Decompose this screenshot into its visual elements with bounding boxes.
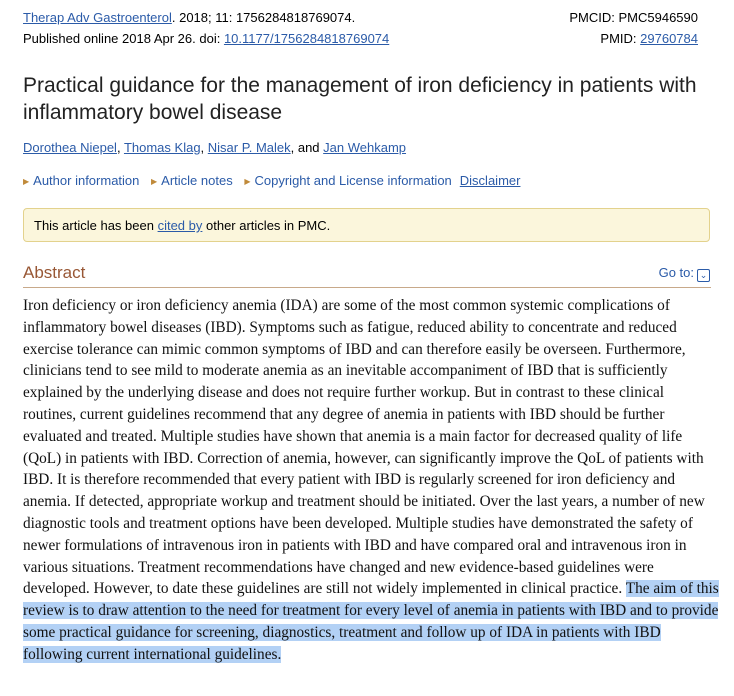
cited-by-notice [23, 208, 710, 242]
author-separator: , [116, 140, 124, 155]
published-line [23, 30, 389, 48]
author-link[interactable]: Jan Wehkamp [323, 140, 407, 155]
author-separator: , [200, 140, 208, 155]
chevron-down-icon: ⌄ [697, 269, 710, 282]
triangle-right-icon: ▶ [23, 177, 30, 186]
article-meta-links [23, 172, 520, 191]
goto-label: Go to: [658, 265, 694, 280]
author-information-toggle[interactable] [23, 173, 139, 188]
pmcid [569, 9, 698, 27]
abstract-text-plain: Iron deficiency or iron deficiency anemia (IDA) are some of the most common systemic complications of inflammatory bowel diseases (IBD). Symptoms such as fatigue, reduced ability to concentrate and reduced exercise tolerance can mimic common symptoms of IBD and can therefore easily be overseen. Furthermore, clinicians tend to see mild to moderate anemia as an inevitable accompaniment of IBD that is sufficiently explained by the underlying disease and does not require further workup. But in contrast to these clinical routines, current guidelines recommend that any degree of anemia in patients with IBD should be further evaluated and treated. Multiple studies have shown that anemia is a main factor for decreased quality of life (QoL) in patients with IBD. Correction of anemia, however, can significantly improve the QoL of patients with IBD. It is therefore recommended that every patient with IBD is regularly screened for iron deficiency and anemia. If detected, appropriate workup and treatment should be initiated. Over the last years, a number of new diagnostic tools and treatment options have been developed. Multiple studies have demonstrated the safety of newer formulations of intravenous iron in patients with IBD and have compared oral and intravenous iron in various situations. Treatment recommendations have changed and new evidence-based guidelines were developed. However, to date these guidelines are still not widely implemented in clinical practice. [23, 297, 705, 598]
published-prefix: Published online 2018 Apr 26. doi: [23, 31, 224, 46]
copyright-toggle[interactable] [244, 173, 451, 188]
citation-line [23, 9, 355, 27]
abstract-text-selected: The aim of this review is to draw attention to the need for treatment for every level of anemia in patients with IBD and to provide some practical guidance for screening, diagnostics, treatment and follow up of IDA in patients with IBD following current international guidelines. [23, 580, 719, 663]
notice-prefix: This article has been [34, 218, 158, 233]
triangle-right-icon: ▶ [151, 177, 158, 186]
pmcid-label: PMCID: [569, 10, 619, 25]
author-separator: , and [290, 140, 324, 155]
author-information-label: Author information [33, 173, 140, 188]
abstract-text [23, 295, 719, 666]
abstract-heading: Abstract [23, 263, 86, 282]
pmid-link[interactable]: 29760784 [640, 31, 698, 46]
pmid-label: PMID: [600, 31, 641, 46]
pmcid-value: PMC5946590 [618, 10, 698, 25]
goto-menu[interactable] [659, 264, 710, 282]
authors-list [23, 139, 406, 157]
copyright-label: Copyright and License information [254, 173, 452, 188]
cited-by-link[interactable]: cited by [157, 218, 203, 233]
author-link[interactable]: Dorothea Niepel [23, 140, 117, 155]
author-link[interactable]: Nisar P. Malek [207, 140, 291, 155]
article-notes-label: Article notes [161, 173, 233, 188]
doi-link[interactable]: 10.1177/1756284818769074 [223, 31, 390, 46]
article-notes-toggle[interactable] [151, 173, 233, 188]
journal-link[interactable]: Therap Adv Gastroenterol [23, 10, 172, 25]
article-title: Practical guidance for the management of iron deficiency in patients with inflammatory bowel disease [23, 74, 697, 124]
abstract-divider [23, 287, 711, 288]
triangle-right-icon: ▶ [244, 177, 251, 186]
disclaimer-link[interactable]: Disclaimer [459, 173, 521, 188]
notice-suffix: other articles in PMC. [202, 218, 331, 233]
pmid [600, 30, 698, 48]
author-link[interactable]: Thomas Klag [123, 140, 201, 155]
citation-details: . 2018; 11: 1756284818769074. [171, 10, 356, 25]
